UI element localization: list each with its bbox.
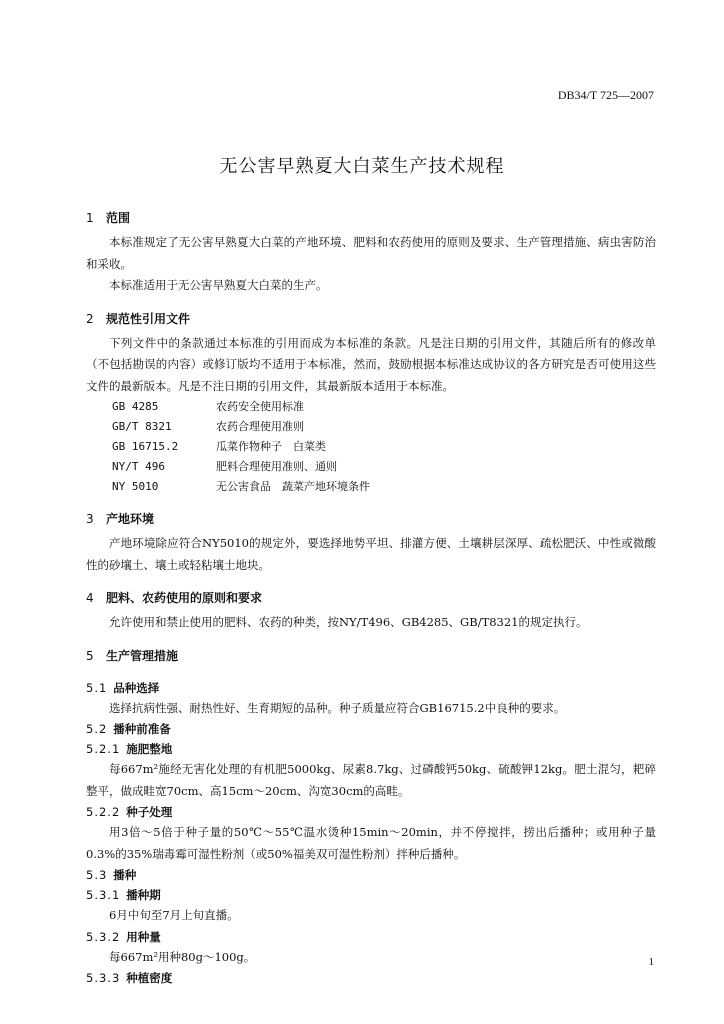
subsection-title: 播种期 (126, 888, 161, 902)
section-heading (86, 646, 656, 666)
subsection-title: 用种量 (126, 929, 161, 944)
subsection-number: 5.2 (86, 722, 108, 736)
section-number: 2 (86, 311, 94, 326)
subsection-heading (86, 885, 656, 905)
subsection-heading (86, 968, 656, 988)
subsection-heading (86, 719, 656, 739)
subsection-title: 种子处理 (126, 805, 173, 819)
page-number: 1 (648, 956, 654, 968)
subsection-heading (86, 927, 656, 947)
reference-code: GB 16715.2 (112, 440, 179, 453)
reference-code: NY 5010 (112, 480, 159, 493)
subsection-number: 5.2.1 (86, 742, 121, 756)
section-heading (86, 309, 656, 329)
subsection-heading (86, 802, 656, 822)
reference-item (86, 477, 656, 497)
subsection-number: 5.3.1 (86, 888, 121, 902)
reference-name: 瓜菜作物种子 白菜类 (216, 440, 326, 453)
section-heading (86, 509, 656, 529)
paragraph: 本标准规定了无公害早熟夏大白菜的产地环境、肥料和农药使用的原则及要求、生产管理措施、病虫害防治和采收。 (86, 235, 656, 271)
standard-code: DB34/T 725—2007 (557, 88, 654, 102)
subsection-title: 播种前准备 (113, 722, 171, 736)
section-number: 4 (86, 591, 94, 605)
section-number: 5 (86, 648, 94, 663)
reference-item (86, 437, 656, 457)
section-number: 3 (86, 512, 94, 526)
paragraph: 每667m²用种80g～100g。 (109, 949, 256, 964)
document-title: 无公害早熟夏大白菜生产技术规程 (219, 156, 505, 177)
subsection-title: 品种选择 (113, 680, 160, 695)
subsection-number: 5.1 (86, 680, 108, 695)
subsection-number: 5.3 (86, 868, 108, 882)
section-title: 范围 (106, 211, 131, 225)
paragraph: 允许使用和禁止使用的肥料、农药的种类，按NY/T496、GB4285、GB/T8321的规定执行。 (109, 615, 588, 629)
document-body (86, 200, 656, 988)
section-heading (86, 208, 656, 228)
reference-name: 农药安全使用标准 (216, 400, 304, 413)
paragraph: 下列文件中的条款通过本标准的引用而成为本标准的条款。凡是注日期的引用文件，其随后所有的修改单（不包括勘误的内容）或修订版均不适用于本标准，然而，鼓励根据本标准达成协议的各方研究是否可使用这些文件的最新版本。凡是不注日期的引用文件，其最新版本适用于本标准。 (86, 335, 656, 393)
reference-code: GB/T 8321 (112, 420, 172, 433)
reference-name: 农药合理使用准则 (216, 420, 304, 433)
section-title: 产地环境 (106, 512, 155, 526)
paragraph: 6月中旬至7月上旬直播。 (109, 908, 239, 922)
paragraph: 每667m²施经无害化处理的有机肥5000kg、尿素8.7kg、过磷酸钙50kg、硫酸钾12kg。肥土混匀，耙碎整平，做成畦宽70cm、高15cm～20cm、沟宽30cm的高畦。 (86, 762, 656, 798)
section-number: 1 (86, 211, 94, 225)
subsection-title: 施肥整地 (126, 742, 173, 756)
subsection-title: 种植密度 (126, 971, 173, 985)
paragraph: 选择抗病性强、耐热性好、生育期短的品种。种子质量应符合GB16715.2中良种的要求。 (109, 700, 566, 715)
subsection-heading (86, 678, 656, 698)
reference-name: 无公害食品 蔬菜产地环境条件 (216, 480, 370, 493)
reference-item (86, 417, 656, 437)
reference-item (86, 457, 656, 477)
reference-item (86, 397, 656, 417)
subsection-number: 5.3.3 (86, 971, 121, 985)
section-title: 肥料、农药使用的原则和要求 (106, 591, 263, 605)
subsection-heading (86, 739, 656, 759)
section-title: 规范性引用文件 (106, 311, 191, 326)
subsection-heading (86, 865, 656, 885)
section-title: 生产管理措施 (106, 648, 179, 663)
subsection-title: 播种 (113, 868, 137, 882)
section-heading (86, 588, 656, 608)
paragraph: 本标准适用于无公害早熟夏大白菜的生产。 (109, 278, 328, 292)
reference-code: NY/T 496 (112, 460, 165, 473)
subsection-number: 5.3.2 (86, 929, 121, 944)
reference-name: 肥料合理使用准则、通则 (216, 460, 337, 473)
reference-code: GB 4285 (112, 400, 159, 413)
paragraph: 用3倍～5倍于种子量的50℃～55℃温水烫种15min～20min，并不停搅拌，捞出后播种；或用种子量0.3%的35%瑞毒霉可湿性粉剂（或50%福美双可湿性粉剂）拌种后播种。 (86, 825, 656, 861)
subsection-number: 5.2.2 (86, 805, 121, 819)
paragraph: 产地环境除应符合NY5010的规定外，要选择地势平坦、排灌方便、土壤耕层深厚、疏松肥沃、中性或微酸性的砂壤土、壤土或轻粘壤土地块。 (86, 536, 656, 572)
